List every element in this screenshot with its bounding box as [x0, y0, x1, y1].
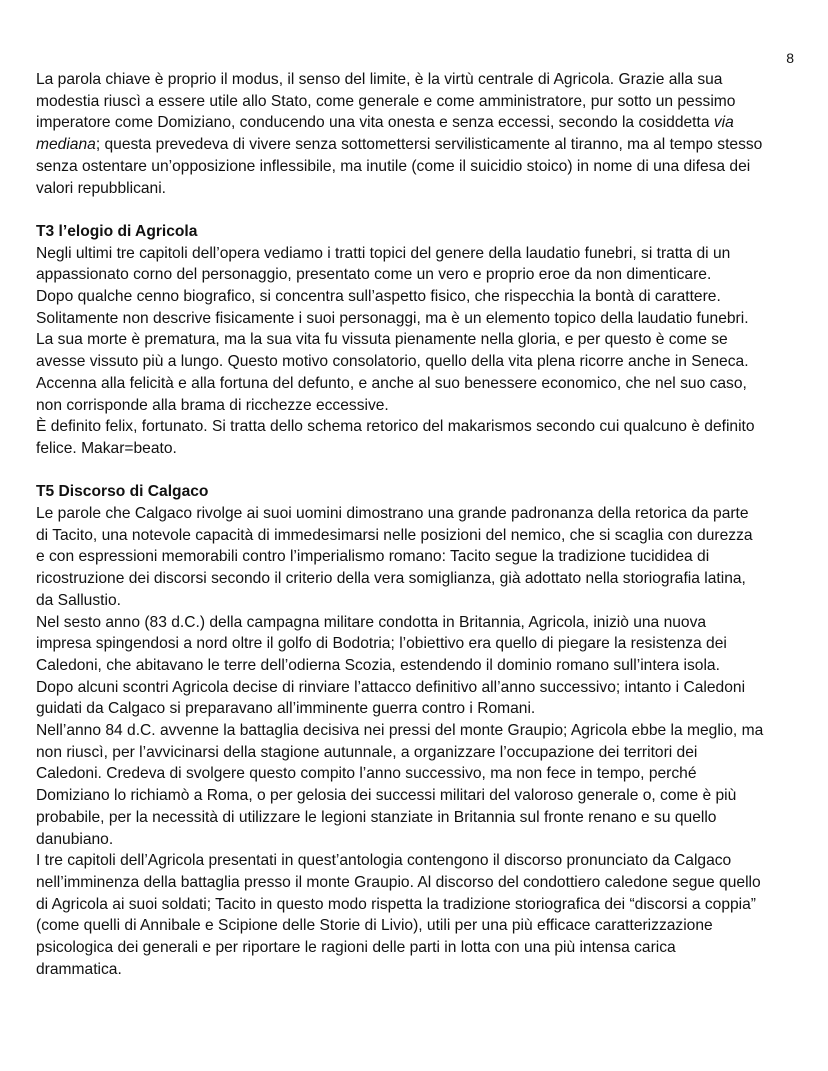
- text-line: probabile, per la necessità di utilizzare le legioni stanziate in Britannia sul fronte renano e su quello: [36, 808, 717, 826]
- text-line: Accenna alla felicità e alla fortuna del defunto, e anche al suo benessere economico, che nel suo caso,: [36, 374, 747, 392]
- text-line: modestia riuscì a essere utile allo Stato, come generale e come amministratore, pur sotto un pessimo: [36, 92, 736, 110]
- text-segment: imperatore come Domiziano, conducendo una vita onesta e senza eccessi, secondo la cosiddetta: [36, 114, 714, 132]
- text-line: non corrisponde alla brama di ricchezze eccessive.: [36, 396, 389, 414]
- text-line: impresa spingendosi a nord oltre il golfo di Bodotria; l’obiettivo era quello di piegare la resistenza dei: [36, 635, 727, 653]
- text-line: Caledoni, che abitavano le terre dell’odierna Scozia, estendendo il dominio romano sull’intera isola.: [36, 656, 720, 674]
- text-line: appassionato corno del personaggio, presentato come un vero e proprio eroe da non dimenticare.: [36, 266, 712, 284]
- page-number: 8: [786, 50, 794, 66]
- text-line: drammatica.: [36, 960, 122, 978]
- text-line: Nel sesto anno (83 d.C.) della campagna militare condotta in Britannia, Agricola, iniziò una nuova: [36, 613, 707, 631]
- text-line: danubiano.: [36, 830, 114, 848]
- text-line: e con espressioni memorabili contro l’imperialismo romano: Tacito segue la tradizione tucididea di: [36, 548, 710, 566]
- text-line: ricostruzione dei discorsi secondo il criterio della vera somiglianza, già adottato nella storiografia latina,: [36, 570, 746, 588]
- text-line: I tre capitoli dell’Agricola presentati in quest’antologia contengono il discorso pronunciato da Calgaco: [36, 852, 732, 870]
- text-line: non riuscì, per l’avvicinarsi della stagione autunnale, a organizzare l’occupazione dei territori dei: [36, 743, 698, 761]
- text-line: La sua morte è prematura, ma la sua vita fu vissuta pienamente nella gloria, e per questo è come se: [36, 331, 728, 349]
- text-line: [36, 112, 792, 134]
- text-line: avesse vissuto più a lungo. Questo motivo consolatorio, quello della vita plena ricorre anche in Seneca.: [36, 353, 749, 371]
- text-line: Negli ultimi tre capitoli dell’opera vediamo i tratti topici del genere della laudatio funebri, si tratta di un: [36, 244, 731, 262]
- text-line: Dopo qualche cenno biografico, si concentra sull’aspetto fisico, che rispecchia la bontà di carattere.: [36, 288, 721, 306]
- text-line: felice. Makar=beato.: [36, 439, 177, 457]
- text-line: nell’imminenza della battaglia presso il monte Graupio. Al discorso del condottiero caledone segue quello: [36, 873, 761, 891]
- section-heading: T5 Discorso di Calgaco: [36, 483, 209, 501]
- intro-paragraph: [36, 69, 792, 199]
- text-line: Caledoni. Credeva di svolgere questo compito l’anno successivo, ma non fece in tempo, perché: [36, 765, 697, 783]
- text-line: Le parole che Calgaco rivolge ai suoi uomini dimostrano una grande padronanza della retorica da parte: [36, 505, 749, 523]
- text-line: senza ostentare un’opposizione inflessibile, ma inutile (come il suicidio stoico) in nome di una difesa dei: [36, 157, 751, 175]
- text-line: Solitamente non descrive fisicamente i suoi personaggi, ma è un elemento topico della laudatio funebri.: [36, 309, 749, 327]
- document-body: [36, 69, 792, 981]
- section-t5: [36, 481, 792, 980]
- italic-term: via: [713, 114, 734, 132]
- text-line: È definito felix, fortunato. Si tratta dello schema retorico del makarismos secondo cui qualcuno è definito: [36, 418, 755, 436]
- text-segment: ; questa prevedeva di vivere senza sottomettersi servilisticamente al tiranno, ma al tempo stesso: [95, 136, 763, 154]
- italic-term: mediana: [36, 136, 96, 154]
- text-line: di Tacito, una notevole capacità di immedesimarsi nelle posizioni del nemico, che si scaglia con durezza: [36, 526, 753, 544]
- text-line: valori repubblicani.: [36, 179, 167, 197]
- section-heading: T3 l’elogio di Agricola: [36, 222, 198, 240]
- text-line: La parola chiave è proprio il modus, il senso del limite, è la virtù centrale di Agricola. Grazie alla sua: [36, 71, 723, 88]
- text-line: [36, 134, 792, 156]
- text-line: guidati da Calgaco si preparavano all’imminente guerra contro i Romani.: [36, 700, 536, 718]
- text-line: psicologica dei generali e per riportare le ragioni delle parti in lotta con una più intensa carica: [36, 939, 676, 957]
- text-line: da Sallustio.: [36, 591, 121, 609]
- text-line: Nell’anno 84 d.C. avvenne la battaglia decisiva nei pressi del monte Graupio; Agricola ebbe la meglio, ma: [36, 722, 764, 740]
- section-t3: [36, 221, 792, 460]
- text-line: Dopo alcuni scontri Agricola decise di rinviare l’attacco definitivo all’anno successivo; intanto i Caledoni: [36, 678, 746, 696]
- text-line: (come quelli di Annibale e Scipione delle Storie di Livio), utili per una più efficace caratterizzazione: [36, 917, 713, 935]
- text-line: di Agricola ai suoi soldati; Tacito in questo modo rispetta la tradizione storiografica dei “discorsi a coppia”: [36, 895, 756, 913]
- text-line: Domiziano lo richiamò a Roma, o per gelosia dei successi militari del valoroso generale o, come è più: [36, 787, 737, 805]
